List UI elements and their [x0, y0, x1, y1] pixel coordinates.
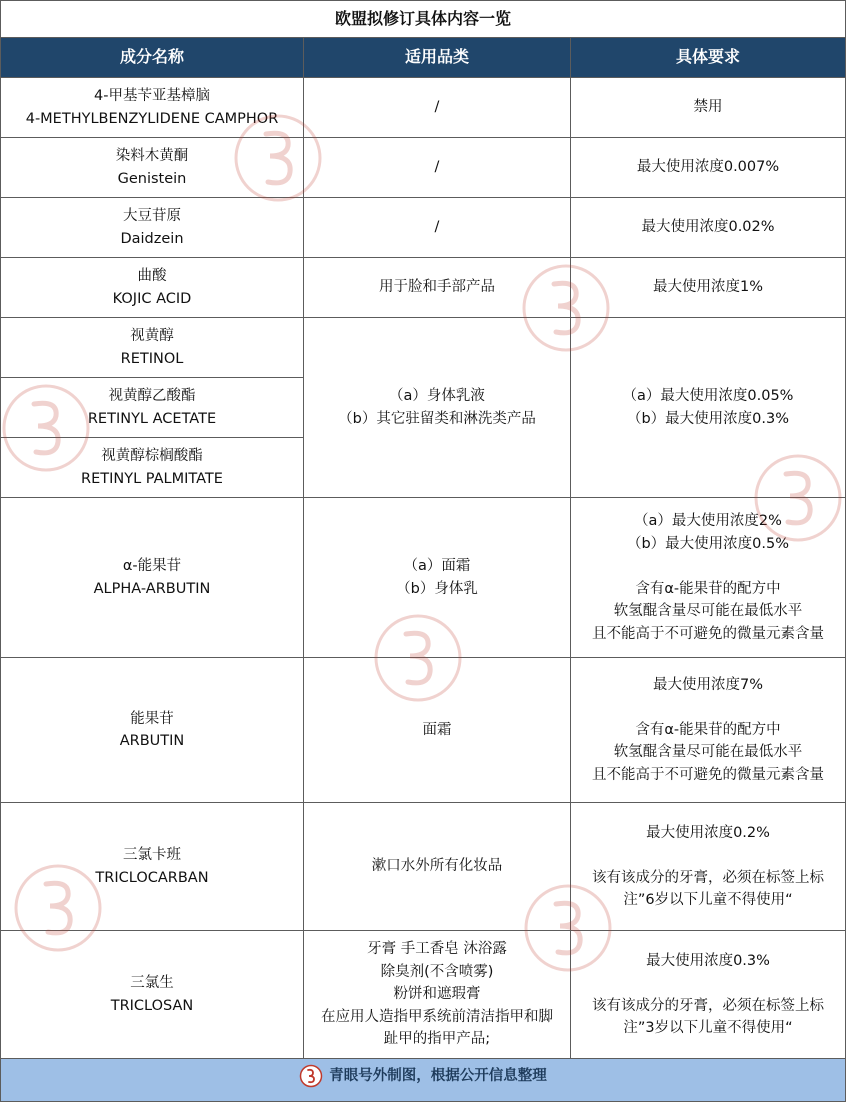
cell-line: 最大使用浓度0.007%	[636, 159, 780, 176]
blank-line	[575, 555, 841, 578]
cell-line: 三氯生	[130, 975, 174, 991]
requirement-cell	[571, 78, 846, 138]
cell-line: 大豆苷原	[123, 208, 181, 224]
cell-line: 该有该成分的牙膏，必须在标签上标	[592, 869, 824, 886]
cell-line: 最大使用浓度0.3%	[646, 952, 770, 969]
ingredient-name-cell	[1, 803, 304, 931]
cell-line: （b）其它驻留类和淋洗类产品	[338, 410, 536, 427]
product-category-cell	[304, 198, 571, 258]
requirement-cell	[571, 258, 846, 318]
table-row	[1, 803, 846, 931]
cell-line: （b）最大使用浓度0.5%	[626, 535, 790, 552]
requirement-cell	[571, 138, 846, 198]
cell-line: 注”6岁以下儿童不得使用“	[623, 892, 793, 908]
cell-line: ARBUTIN	[119, 733, 185, 749]
cell-line: /	[434, 99, 440, 116]
product-category-cell	[304, 318, 571, 498]
header-requirements: 具体要求	[571, 38, 846, 78]
cell-line: 且不能高于不可避免的微量元素含量	[592, 766, 824, 783]
product-category-cell	[304, 931, 571, 1059]
ingredient-name-cell	[1, 138, 304, 198]
blank-line	[575, 696, 841, 719]
requirement-cell	[571, 318, 846, 498]
qingyan-logo-icon	[299, 1064, 323, 1088]
product-category-cell	[304, 658, 571, 803]
header-ingredient-name: 成分名称	[1, 38, 304, 78]
table-footer	[1, 1059, 846, 1102]
cell-line: （a）最大使用浓度2%	[634, 513, 782, 529]
cell-line: 最大使用浓度7%	[652, 676, 763, 693]
table-row	[1, 931, 846, 1059]
ingredient-name-cell	[1, 378, 304, 438]
cell-line: 最大使用浓度0.02%	[641, 219, 775, 236]
cell-line: 禁用	[693, 99, 723, 116]
cell-line: 三氯卡班	[123, 847, 181, 863]
table-body	[1, 78, 846, 1059]
cell-line: TRICLOSAN	[110, 997, 194, 1014]
cell-line: 除臭剂(不含喷雾)	[380, 963, 494, 980]
cell-line: 粉饼和遮瑕膏	[393, 986, 481, 1003]
cell-line: Daidzein	[120, 230, 184, 247]
cell-line: （b）身体乳	[396, 580, 478, 597]
cell-line: 软氢醌含量尽可能在最低水平	[613, 744, 803, 761]
footer-credit: 青眼号外制图，根据公开信息整理	[329, 1068, 547, 1084]
ingredient-name-cell	[1, 658, 304, 803]
cell-line: RETINOL	[120, 350, 184, 367]
cell-line: /	[434, 159, 440, 176]
table-row	[1, 318, 846, 378]
blank-line	[575, 972, 841, 995]
cell-line: 含有α-能果苷的配方中	[635, 580, 781, 597]
header-row	[1, 38, 846, 78]
requirement-cell	[571, 658, 846, 803]
cell-line: KOJIC ACID	[112, 290, 192, 307]
cell-line: TRICLOCARBAN	[95, 869, 209, 886]
table-title: 欧盟拟修订具体内容一览	[1, 1, 846, 38]
cell-line: 染料木黄酮	[115, 148, 189, 164]
cell-line: （a）最大使用浓度0.05%	[622, 388, 794, 404]
cell-line: （a）身体乳液	[389, 388, 485, 404]
blank-line	[575, 844, 841, 867]
ingredient-name-cell	[1, 258, 304, 318]
cell-line: 视黄醇	[130, 328, 174, 344]
cell-line: （a）面霜	[403, 558, 471, 574]
cell-line: 漱口水外所有化妆品	[371, 858, 503, 875]
requirement-cell	[571, 498, 846, 658]
ingredient-name-cell	[1, 931, 304, 1059]
cell-line: 牙膏 手工香皂 沐浴露	[367, 941, 507, 958]
product-category-cell	[304, 258, 571, 318]
cell-line: 且不能高于不可避免的微量元素含量	[592, 625, 824, 642]
requirement-cell	[571, 803, 846, 931]
cell-line: 含有α-能果苷的配方中	[635, 721, 781, 738]
cell-line: ALPHA-ARBUTIN	[93, 580, 211, 597]
table-row	[1, 78, 846, 138]
requirement-cell	[571, 931, 846, 1059]
cell-line: 4-甲基苄亚基樟脑	[94, 88, 210, 104]
cell-line: 注”3岁以下儿童不得使用“	[623, 1020, 793, 1036]
product-category-cell	[304, 498, 571, 658]
cell-line: 能果苷	[130, 710, 174, 727]
cell-line: 曲酸	[137, 268, 167, 284]
product-category-cell	[304, 803, 571, 931]
cell-line: 视黄醇乙酸酯	[108, 388, 196, 404]
ingredient-name-cell	[1, 318, 304, 378]
table-row	[1, 258, 846, 318]
ingredient-name-cell	[1, 198, 304, 258]
product-category-cell	[304, 138, 571, 198]
cell-line: RETINYL ACETATE	[87, 410, 217, 427]
requirement-cell	[571, 198, 846, 258]
cell-line: 用于脸和手部产品	[379, 279, 495, 296]
ingredient-name-cell	[1, 438, 304, 498]
table-row	[1, 198, 846, 258]
table-row	[1, 658, 846, 803]
cell-line: 在应用人造指甲系统前清洁指甲和脚	[321, 1008, 553, 1025]
cell-line: 面霜	[422, 721, 452, 738]
table-row	[1, 138, 846, 198]
cell-line: （b）最大使用浓度0.3%	[626, 410, 790, 427]
cell-line: 4-METHYLBENZYLIDENE CAMPHOR	[25, 110, 279, 127]
cell-line: 视黄醇棕榈酸酯	[101, 448, 203, 464]
cell-line: Genistein	[117, 170, 187, 187]
cell-line: α-能果苷	[122, 558, 182, 574]
cell-line: /	[434, 219, 440, 236]
header-product-category: 适用品类	[304, 38, 571, 78]
ingredient-name-cell	[1, 498, 304, 658]
cell-line: 软氢醌含量尽可能在最低水平	[613, 603, 803, 619]
product-category-cell	[304, 78, 571, 138]
cell-line: 最大使用浓度0.2%	[646, 824, 770, 841]
cell-line: 最大使用浓度1%	[652, 279, 763, 296]
cell-line: 趾甲的指甲产品;	[383, 1031, 491, 1048]
cell-line: RETINYL PALMITATE	[81, 470, 223, 487]
cell-line: 该有该成分的牙膏，必须在标签上标	[592, 997, 824, 1014]
table-row	[1, 498, 846, 658]
ingredient-name-cell	[1, 78, 304, 138]
